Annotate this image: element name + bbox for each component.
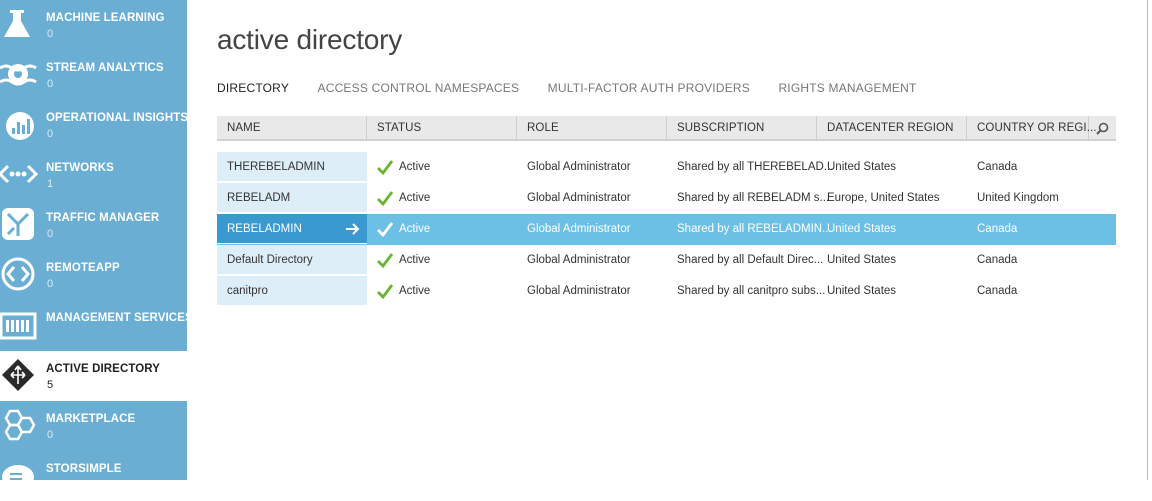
network-icon (0, 156, 36, 192)
cell-country: United Kingdom (977, 192, 1059, 204)
cell-name[interactable] (217, 214, 367, 244)
traffic-manager-icon (0, 206, 36, 242)
tab-bar (217, 79, 941, 97)
cell-datacenter-region: United States (827, 254, 897, 266)
status-text: Active (399, 161, 431, 173)
cell-name[interactable]: THEREBELADMIN (217, 152, 367, 182)
sidebar-item-count: 1 (47, 178, 54, 190)
table-row-selected[interactable] (217, 214, 1116, 245)
cell-datacenter-region: Europe, United States (827, 192, 940, 204)
sidebar-item-label: OPERATIONAL INSIGHTS (46, 112, 189, 124)
cell-datacenter-region: United States (827, 223, 897, 235)
sidebar-item-count: 0 (47, 429, 54, 441)
cell-status (367, 183, 517, 213)
flask-icon (0, 6, 36, 42)
page-title: active directory (217, 24, 403, 55)
management-services-icon (0, 306, 36, 342)
cell-status (367, 245, 517, 275)
cell-name[interactable]: Default Directory (217, 245, 367, 275)
gear-stream-icon (0, 56, 36, 92)
grid-header (217, 116, 1116, 141)
cell-subscription: Shared by all THEREBELAD... (677, 161, 834, 173)
sidebar-item-marketplace[interactable] (0, 401, 187, 451)
search-icon[interactable] (1089, 116, 1116, 141)
sidebar-item-count: 5 (47, 379, 54, 391)
cell-status (367, 152, 517, 182)
column-header-name[interactable]: NAME (217, 116, 367, 141)
column-header-role[interactable]: ROLE (517, 116, 667, 141)
cell-status (367, 214, 517, 244)
sidebar-item-count: 0 (47, 278, 54, 290)
cell-subscription: Shared by all REBELADMIN... (677, 223, 832, 235)
table-row[interactable] (217, 183, 1116, 214)
column-header-country[interactable]: COUNTRY OR REGI... (967, 116, 1089, 141)
cell-role: Global Administrator (527, 223, 631, 235)
tab-rights-management[interactable]: RIGHTS MANAGEMENT (778, 81, 917, 95)
status-text: Active (399, 223, 431, 235)
cell-subscription: Shared by all REBELADM s... (677, 192, 830, 204)
sidebar-item-count: 0 (47, 28, 54, 40)
sidebar-item-label: REMOTEAPP (46, 262, 120, 274)
sidebar-item-management-services[interactable] (0, 300, 193, 350)
status-text: Active (399, 254, 431, 266)
cell-country: Canada (977, 223, 1018, 235)
cell-subscription: Shared by all Default Direc... (677, 254, 824, 266)
tab-directory[interactable]: DIRECTORY (217, 81, 290, 95)
column-header-status[interactable]: STATUS (367, 116, 517, 141)
sidebar-item-remoteapp[interactable] (0, 250, 187, 300)
sidebar-item-label: ACTIVE DIRECTORY (46, 363, 161, 375)
table-row[interactable] (217, 152, 1116, 183)
sidebar-item-label: NETWORKS (46, 162, 114, 174)
sidebar-item-label: MACHINE LEARNING (46, 12, 165, 24)
cell-datacenter-region: United States (827, 161, 897, 173)
sidebar-item-label: STREAM ANALYTICS (46, 62, 164, 74)
cell-role: Global Administrator (527, 161, 631, 173)
directory-grid (217, 116, 1116, 297)
cell-name[interactable]: canitpro (217, 276, 367, 306)
table-row[interactable] (217, 245, 1116, 276)
sidebar-item-count: 0 (47, 128, 54, 140)
active-directory-icon (0, 357, 36, 393)
sidebar-item-active-directory[interactable] (0, 351, 187, 401)
window-edge (1147, 0, 1152, 480)
cell-status (367, 276, 517, 306)
arrow-right-icon[interactable] (346, 223, 360, 235)
cell-name[interactable]: REBELADM (217, 183, 367, 213)
cell-country: Canada (977, 285, 1018, 297)
sidebar-item-count: 0 (47, 78, 54, 90)
column-header-subscription[interactable]: SUBSCRIPTION (667, 116, 817, 141)
marketplace-icon (0, 407, 36, 443)
sidebar-item-traffic-manager[interactable] (0, 200, 187, 250)
cell-role: Global Administrator (527, 254, 631, 266)
sidebar-item-label: MANAGEMENT SERVICES (46, 312, 193, 324)
sidebar-item-label: TRAFFIC MANAGER (46, 212, 160, 224)
sidebar-item-count: 0 (47, 228, 54, 240)
cell-country: Canada (977, 161, 1018, 173)
sidebar-item-machine-learning[interactable] (0, 0, 187, 50)
tab-multi-factor-auth-providers[interactable]: MULTI-FACTOR AUTH PROVIDERS (547, 81, 750, 95)
check-icon (377, 159, 393, 175)
column-header-datacenter-region[interactable]: DATACENTER REGION (817, 116, 967, 141)
status-text: Active (399, 192, 431, 204)
insights-icon (0, 106, 36, 142)
sidebar-item-label: MARKETPLACE (46, 413, 136, 425)
main-content (187, 0, 1152, 480)
check-icon (377, 283, 393, 299)
check-icon (377, 252, 393, 268)
sidebar-item-storsimple[interactable] (0, 451, 187, 501)
storsimple-icon (0, 457, 36, 493)
check-icon (377, 190, 393, 206)
cell-subscription: Shared by all canitpro subs... (677, 285, 826, 297)
sidebar-item-operational-insights[interactable] (0, 100, 187, 150)
cell-role: Global Administrator (527, 192, 631, 204)
sidebar (0, 0, 193, 480)
grid-body (217, 152, 1116, 307)
cell-datacenter-region: United States (827, 285, 897, 297)
check-icon (377, 221, 393, 237)
tab-access-control-namespaces[interactable]: ACCESS CONTROL NAMESPACES (317, 81, 520, 95)
status-text: Active (399, 285, 431, 297)
sidebar-item-label: STORSIMPLE (46, 463, 122, 475)
sidebar-item-networks[interactable] (0, 150, 187, 200)
sidebar-item-stream-analytics[interactable] (0, 50, 187, 100)
remoteapp-icon (0, 256, 36, 292)
cell-name-text: REBELADMIN (227, 223, 302, 235)
table-row[interactable] (217, 276, 1116, 307)
cell-country: Canada (977, 254, 1018, 266)
cell-role: Global Administrator (527, 285, 631, 297)
